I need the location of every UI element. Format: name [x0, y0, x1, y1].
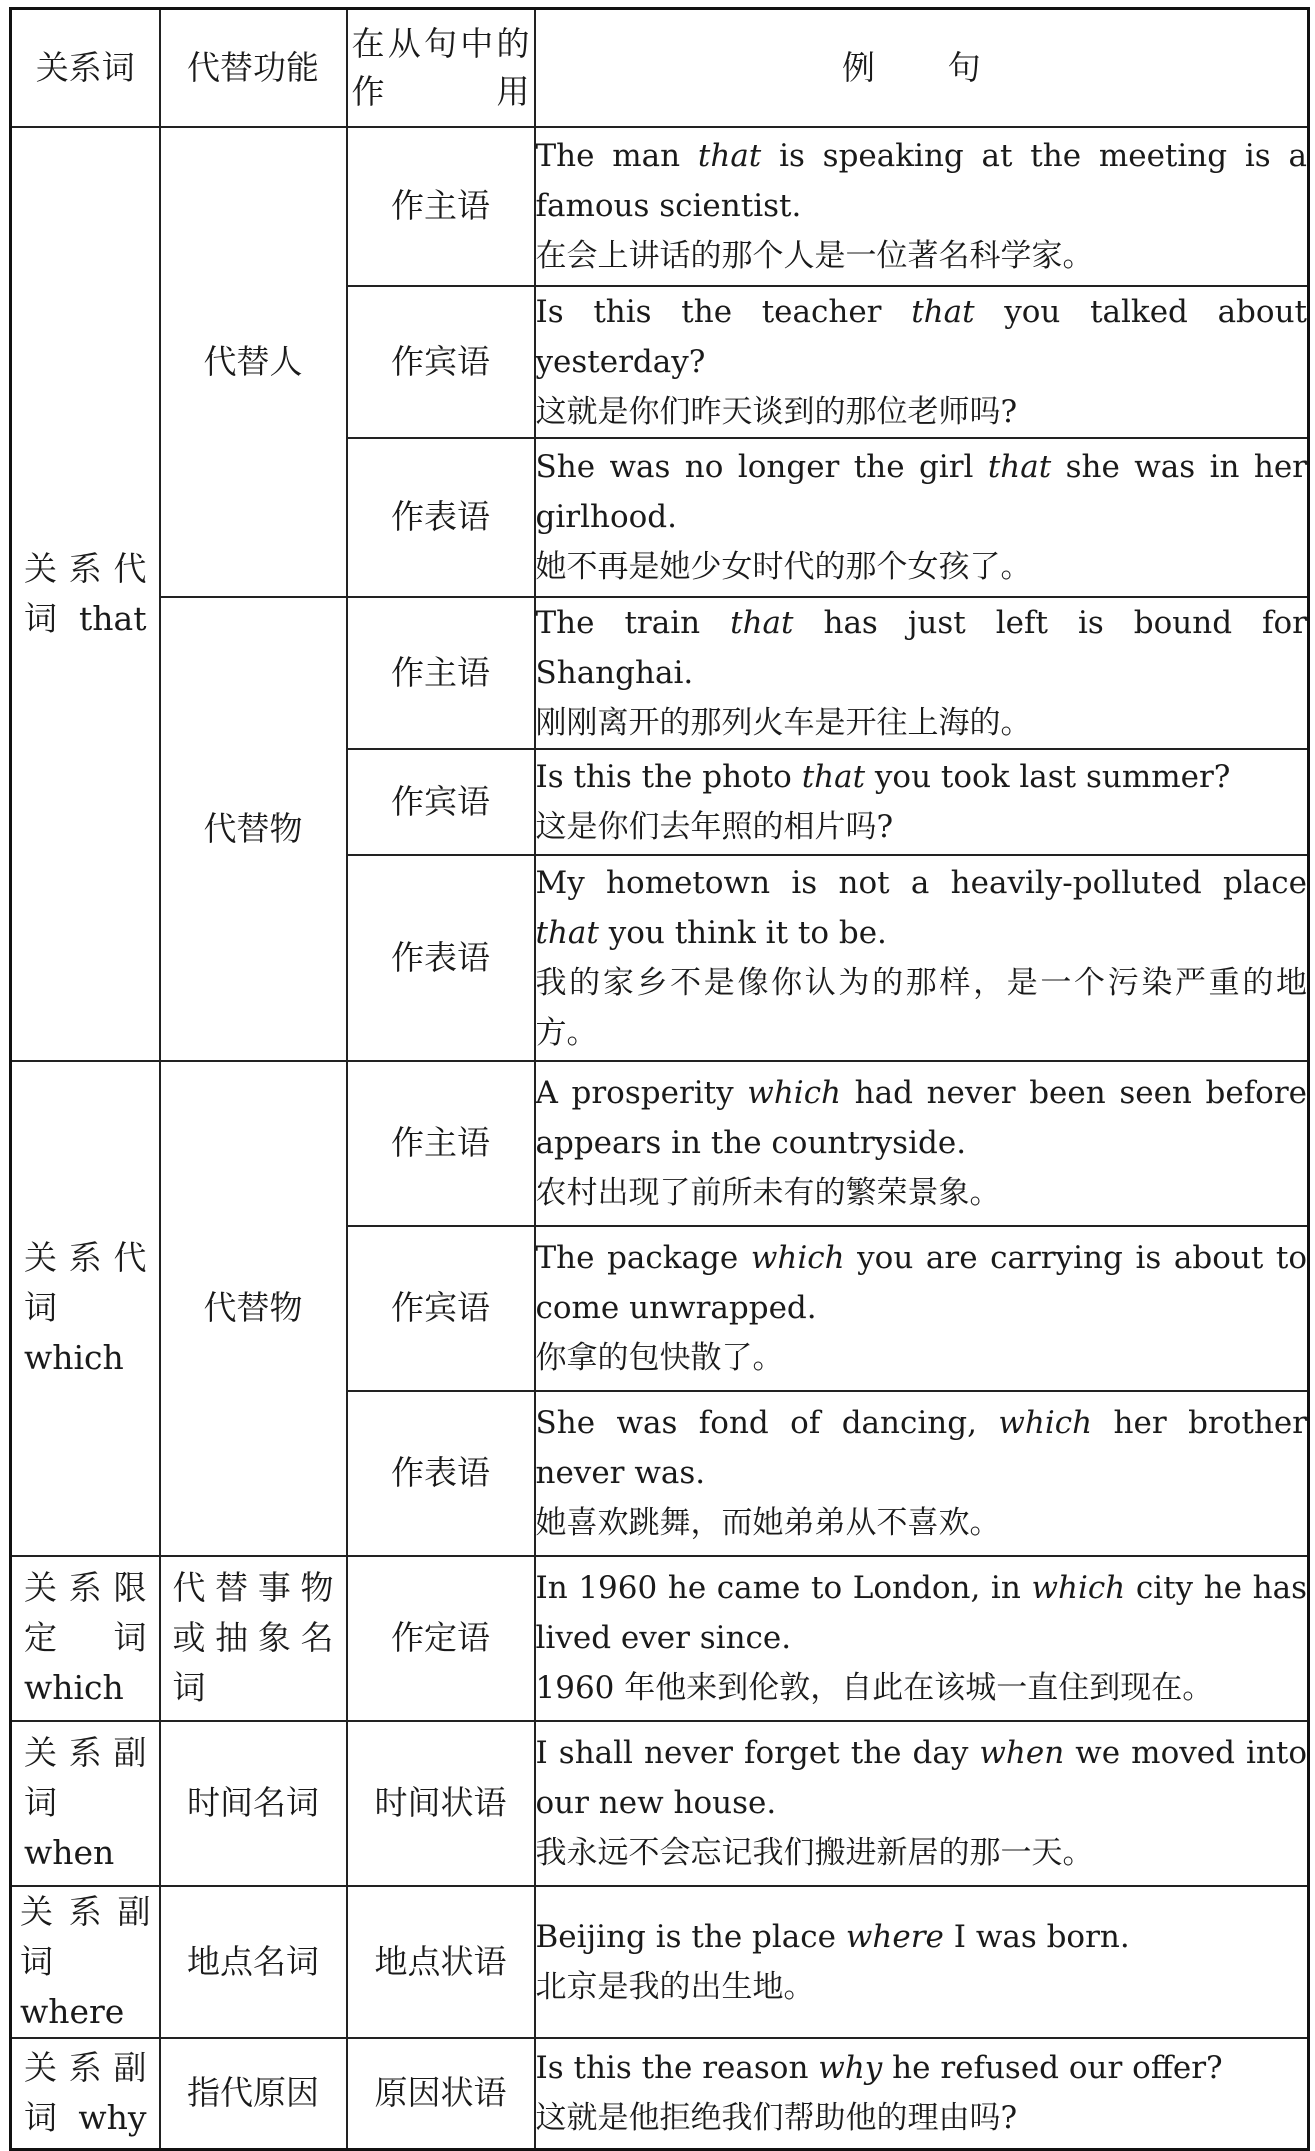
- header-role-text: 在从句中的作用: [351, 23, 530, 111]
- function-abstract-label: 代替事物或抽象名词: [172, 1568, 334, 1707]
- example-cell: [535, 286, 1309, 438]
- role-cell: 地点状语: [347, 1886, 535, 2038]
- role-cell: 作宾语: [347, 1226, 535, 1391]
- relative-pronoun-table: [9, 7, 1310, 2151]
- group-which-label: 关系代词 which: [24, 1238, 147, 1377]
- table-row: [11, 1061, 1309, 1226]
- role-cell: 作表语: [347, 438, 535, 597]
- table-row: [11, 2038, 1309, 2150]
- group-where-label: 关系副词 where: [20, 1891, 151, 2031]
- example-zh: 我的家乡不是像你认为的那样，是一个污染严重的地方。: [535, 964, 1307, 1051]
- example-cell: [535, 438, 1309, 597]
- relative-word: that: [535, 914, 599, 951]
- example-cell: [535, 2038, 1309, 2150]
- example-zh: 1960 年他来到伦敦，自此在该城一直住到现在。: [535, 1670, 1214, 1706]
- relative-word: that: [730, 604, 794, 641]
- relative-word: that: [801, 758, 866, 795]
- group-when: [11, 1721, 160, 1886]
- role-cell: 作定语: [347, 1556, 535, 1721]
- role-cell: 原因状语: [347, 2038, 535, 2150]
- group-det-which: [11, 1556, 160, 1721]
- table-row: [11, 127, 1309, 286]
- example-en: Is this the teacher that you talked about yesterday?: [535, 293, 1307, 380]
- role-cell: 作宾语: [347, 749, 535, 855]
- relative-word: when: [979, 1735, 1065, 1771]
- example-en: Is this the photo that you took last summer?: [535, 758, 1231, 795]
- role-cell: 作表语: [347, 1391, 535, 1556]
- example-zh: 这就是他拒绝我们帮助他的理由吗?: [535, 2100, 1018, 2137]
- relative-word: why: [818, 2050, 883, 2087]
- example-zh: 她不再是她少女时代的那个女孩了。: [535, 549, 1032, 585]
- group-where: [11, 1886, 160, 2038]
- example-cell: [535, 749, 1309, 855]
- relative-word: that: [697, 138, 762, 174]
- example-en: She was fond of dancing, which her brother never was.: [535, 1405, 1307, 1491]
- role-cell: 作主语: [347, 127, 535, 286]
- example-zh: 在会上讲话的那个人是一位著名科学家。: [535, 238, 1094, 274]
- relative-word: which: [750, 1240, 845, 1276]
- example-en: Beijing is the place where I was born.: [535, 1918, 1130, 1955]
- example-en: A prosperity which had never been seen before appears in the countryside.: [535, 1075, 1308, 1161]
- relative-word: that: [911, 293, 975, 330]
- relative-word: which: [1031, 1570, 1126, 1606]
- header-relative-word: 关系词: [11, 9, 160, 127]
- relative-word: where: [845, 1918, 944, 1955]
- header-example: 例 句: [535, 9, 1309, 127]
- example-en: She was no longer the girl that she was in her girlhood.: [535, 449, 1307, 535]
- table-row: [11, 1556, 1309, 1721]
- role-cell: 作宾语: [347, 286, 535, 438]
- function-person: 代替人: [160, 127, 347, 597]
- example-zh: 农村出现了前所未有的繁荣景象。: [535, 1175, 1001, 1211]
- example-zh: 这就是你们昨天谈到的那位老师吗?: [535, 393, 1018, 430]
- example-zh: 这是你们去年照的相片吗?: [535, 808, 894, 845]
- example-zh: 你拿的包快散了。: [535, 1340, 784, 1376]
- example-en: The package which you are carrying is about to come unwrapped.: [535, 1240, 1307, 1326]
- role-cell: 作主语: [347, 1061, 535, 1226]
- role-cell: 作主语: [347, 597, 535, 749]
- example-zh: 刚刚离开的那列火车是开往上海的。: [535, 704, 1032, 741]
- table-row: [11, 597, 1309, 749]
- header-role-in-clause: [347, 9, 535, 127]
- example-cell: [535, 1391, 1309, 1556]
- function-time: 时间名词: [160, 1721, 347, 1886]
- example-cell: [535, 1061, 1309, 1226]
- example-en: I shall never forget the day when we moved into our new house.: [535, 1735, 1307, 1821]
- group-why: [11, 2038, 160, 2150]
- table-row: [11, 1721, 1309, 1886]
- example-en: My hometown is not a heavily-polluted place that you think it to be.: [535, 864, 1307, 951]
- example-cell: [535, 597, 1309, 749]
- example-zh: 北京是我的出生地。: [535, 1968, 815, 2005]
- function-place: 地点名词: [160, 1886, 347, 2038]
- group-that-label: 关系代词 that: [24, 548, 147, 638]
- example-cell: [535, 1721, 1309, 1886]
- example-cell: [535, 1886, 1309, 2038]
- function-reason: 指代原因: [160, 2038, 347, 2150]
- role-cell: 作表语: [347, 855, 535, 1061]
- group-when-label: 关系副词 when: [24, 1733, 147, 1872]
- example-en: Is this the reason why he refused our offer?: [535, 2050, 1223, 2087]
- role-cell: 时间状语: [347, 1721, 535, 1886]
- example-zh: 她喜欢跳舞，而她弟弟从不喜欢。: [535, 1505, 1001, 1541]
- table-row: [11, 1886, 1309, 2038]
- function-thing-which: 代替物: [160, 1061, 347, 1556]
- example-en: The man that is speaking at the meeting is a famous scientist.: [535, 138, 1307, 224]
- function-thing-that: 代替物: [160, 597, 347, 1061]
- relative-word: which: [998, 1405, 1093, 1441]
- header-row: [11, 9, 1309, 127]
- header-function: 代替功能: [160, 9, 347, 127]
- relative-word: which: [747, 1075, 842, 1111]
- group-why-label: 关系副词 why: [24, 2048, 147, 2138]
- function-abstract: [160, 1556, 347, 1721]
- example-cell: [535, 855, 1309, 1061]
- example-cell: [535, 1556, 1309, 1721]
- example-cell: [535, 127, 1309, 286]
- group-which: [11, 1061, 160, 1556]
- group-det-which-label: 关系限定 词 which: [24, 1568, 147, 1707]
- example-zh: 我永远不会忘记我们搬进新居的那一天。: [535, 1835, 1094, 1871]
- example-en: The train that has just left is bound for Shanghai.: [535, 604, 1307, 691]
- example-cell: [535, 1226, 1309, 1391]
- example-en: In 1960 he came to London, in which city he has lived ever since.: [535, 1570, 1307, 1656]
- relative-word: that: [987, 449, 1052, 485]
- group-that: [11, 127, 160, 1061]
